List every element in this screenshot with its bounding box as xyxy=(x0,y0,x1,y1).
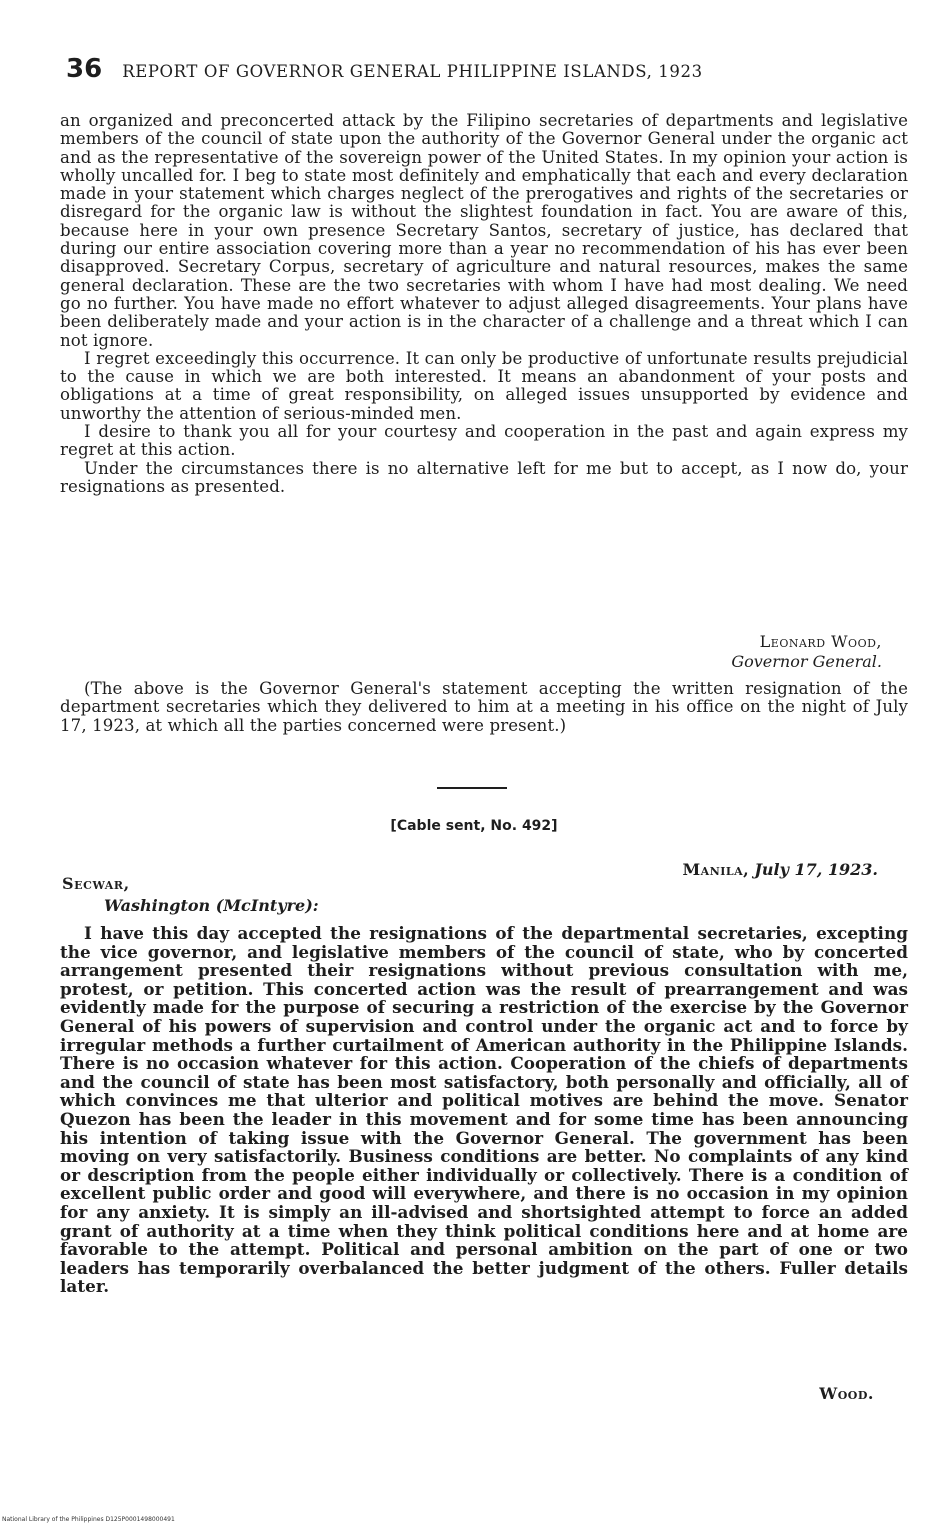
statement-paragraph: Under the circumstances there is no alternative left for me but to accept, as I now do, your resignations as presented. xyxy=(60,458,908,496)
cable-address-line: Washington (McIntyre): xyxy=(104,896,319,915)
signature-name: Leonard Wood, xyxy=(759,632,882,651)
page-header xyxy=(66,54,886,84)
statement-paragraph: I desire to thank you all for your courtesy and cooperation in the past and again express my regret at this action. xyxy=(60,422,908,460)
cable-paragraph: I have this day accepted the resignations of the departmental secretaries, excepting the vice governor, and legislative members of the council of state, who by concerted arrangement presented their resignations without previous consultation with me, protest, or petition. This concerted action was the result of prearrangement and was evidently made for the purpose of securing a restriction of the exercise by the Governor General of his powers of supervision and control under the organic act and to force by irregular methods a further curtailment of American authority in the Philippine Islands. There is no occasion whatever for this action. Cooperation of the chiefs of departments and the council of state has been most satisfactory, both personally and officially, all of which convinces me that ulterior and political motives are behind the move. Senator Quezon has been the leader in this movement and for some time has been announcing his intention of taking issue with the Governor General. The government has been moving on very satisfactorily. Business conditions are better. No complaints of any kind or description from the people either individually or collectively. There is a condition of excellent public order and good will everywhere, and there is no occasion in my opinion for any anxiety. It is simply an ill-advised and shortsighted attempt to force an added grant of authority at a time when they think political conditions here and at home are favorable to the attempt. Political and personal ambition on the part of one or two leaders has temporarily overbalanced the better judgment of the others. Fuller details later. xyxy=(60,923,908,1297)
statement-paragraph: an organized and preconcerted attack by the Filipino secretaries of departments and legislative members of the council of state upon the authority of the Governor General under the organic act and as the representative of the sovereign power of the United States. In my opinion your action is wholly uncalled for. I beg to state most definitely and emphatically that each and every declaration made in your statement which charges neglect of the prerogatives and rights of the secretaries or disregard for the organic law is without the slightest foundation in fact. You are aware of this, because here in your own presence Secretary Santos, secretary of justice, has declared that during our entire association covering more than a year no recommendation of his has ever been disapproved. Secretary Corpus, secretary of agriculture and natural resources, makes the same general declaration. These are the two secretaries with whom I have had most dealing. We need go no further. You have made no effort whatever to adjust alleged disagreements. Your plans have been deliberately made and your action is in the character of a challenge and a threat which I can not ignore. xyxy=(60,111,908,350)
archive-footer: National Library of the Philippines D125P0001498000491 xyxy=(2,1516,175,1523)
statement-paragraph: I regret exceedingly this occurrence. It can only be productive of unfortunate results prejudicial to the cause in which we are both interested. It means an abandonment of your posts and obligations at a time of great responsibility, on alleged issues unsupported by evidence and unworthy the attention of serious-minded men. xyxy=(60,348,908,423)
note-paragraph: (The above is the Governor General's statement accepting the written resignation of the department secretaries which they delivered to him at a meeting in his office on the night of July 17, 1923, at which all the parties concerned were present.) xyxy=(60,679,908,735)
dateline-place: Manila, xyxy=(682,860,750,879)
cable-label: [Cable sent, No. 492] xyxy=(390,818,558,834)
cable-signature: Wood. xyxy=(819,1384,874,1403)
editorial-note xyxy=(60,680,908,735)
signature-title: Governor General. xyxy=(731,652,882,671)
statement-signature xyxy=(731,632,882,672)
cable-addressee: Secwar, xyxy=(62,874,130,893)
statement-body xyxy=(60,112,908,496)
cable-dateline xyxy=(682,860,878,879)
running-title: REPORT OF GOVERNOR GENERAL PHILIPPINE ISLANDS, 1923 xyxy=(122,62,703,81)
page-number: 36 xyxy=(66,54,103,84)
dateline-date: July 17, 1923. xyxy=(754,860,878,879)
cable-body xyxy=(60,924,908,1296)
section-divider xyxy=(437,787,507,789)
